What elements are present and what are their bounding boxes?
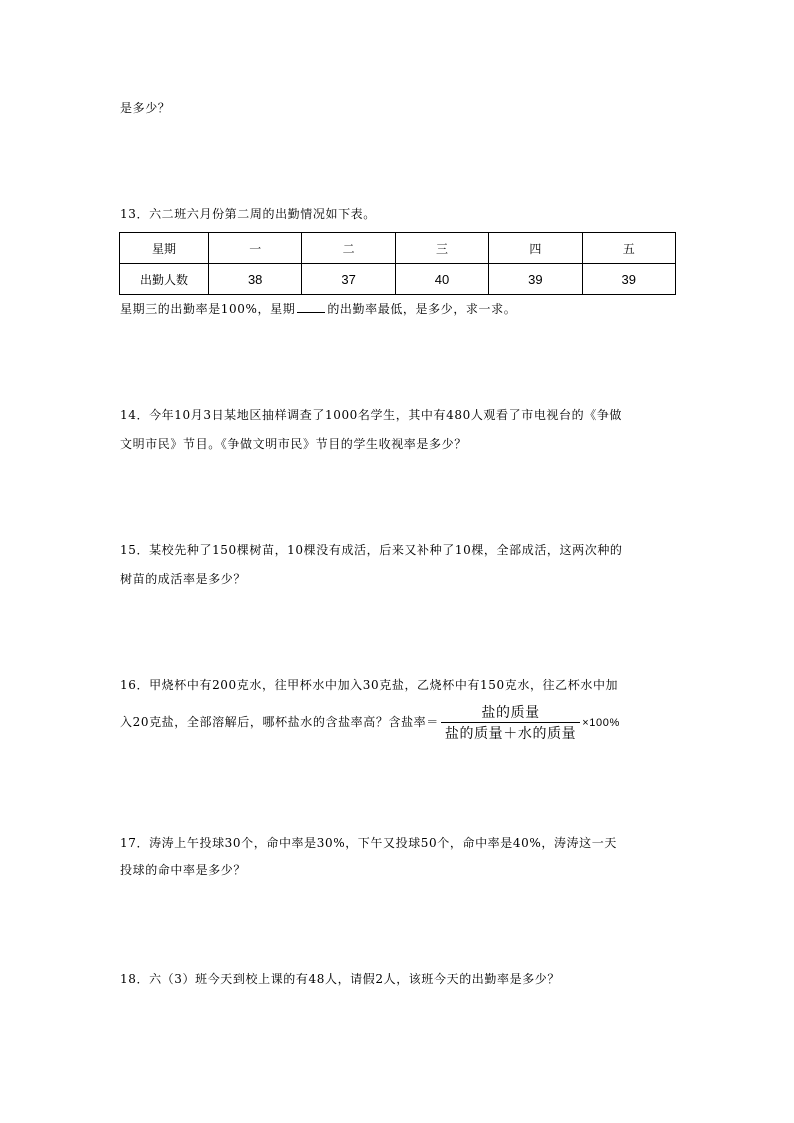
table-header-row <box>120 233 676 264</box>
table-value-row <box>120 264 676 295</box>
q16-line2 <box>120 703 620 742</box>
q15-line1: 15．某校先种了150棵树苗，10棵没有成活，后来又补种了10棵，全部成活，这两次种的 <box>120 543 623 557</box>
q13-after-b: 的出勤率最低，是多少，求一求。 <box>327 302 517 316</box>
table-value-5: 39 <box>582 264 675 295</box>
q13-text: 13．六二班六月份第二周的出勤情况如下表。 <box>120 207 376 221</box>
q12-tail: 是多少？ <box>120 101 171 115</box>
attendance-table <box>119 232 676 295</box>
q16-line2-text: 入20克盐，全部溶解后，哪杯盐水的含盐率高？含盐率＝ <box>120 715 439 729</box>
q16-line1: 16．甲烧杯中有200克水，往甲杯水中加入30克盐，乙烧杯中有150克水，往乙杯水中加 <box>120 678 619 692</box>
q13-after <box>120 300 516 317</box>
q14-line2: 文明市民》节目。《争做文明市民》节目的学生收视率是多少？ <box>120 437 467 451</box>
table-value-3: 40 <box>395 264 488 295</box>
fraction-denominator: 盐的质量＋水的质量 <box>444 725 577 741</box>
table-row-label: 出勤人数 <box>120 264 209 295</box>
table-value-4: 39 <box>489 264 582 295</box>
q13-after-a: 星期三的出勤率是100%，星期 <box>120 302 296 316</box>
table-day-4: 四 <box>489 233 582 264</box>
answer-blank <box>297 300 325 313</box>
q17-line2: 投球的命中率是多少？ <box>120 863 247 877</box>
q15-line2: 树苗的成活率是多少？ <box>120 572 247 586</box>
table-day-1: 一 <box>209 233 302 264</box>
table-day-5: 五 <box>582 233 675 264</box>
table-value-1: 38 <box>209 264 302 295</box>
table-header-label: 星期 <box>120 233 209 264</box>
q18-line1: 18．六（3）班今天到校上课的有48人，请假2人，该班今天的出勤率是多少？ <box>120 972 561 986</box>
table-day-3: 三 <box>395 233 488 264</box>
fraction-numerator: 盐的质量 <box>441 703 580 723</box>
q17-line1: 17．涛涛上午投球30个，命中率是30%，下午又投球50个，命中率是40%，涛涛这一天 <box>120 836 617 850</box>
table-day-2: 二 <box>302 233 395 264</box>
q14-line1: 14．今年10月3日某地区抽样调查了1000名学生，其中有480人观看了市电视台的《争做 <box>120 408 623 422</box>
table-value-2: 37 <box>302 264 395 295</box>
fraction-multiplier: ×100% <box>582 717 620 729</box>
salt-rate-fraction <box>441 703 580 742</box>
